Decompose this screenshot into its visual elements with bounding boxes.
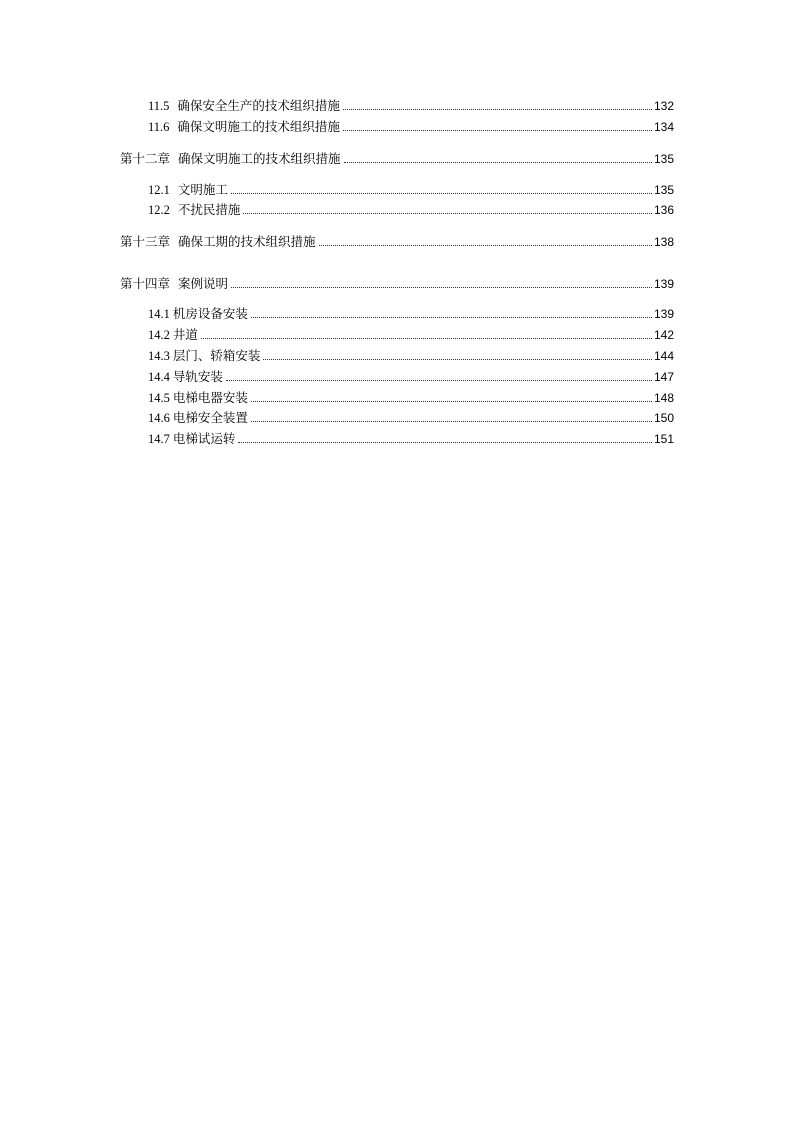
toc-entry-title: 确保安全生产的技术组织措施 <box>177 98 340 113</box>
toc-entry-page: 144 <box>653 349 674 363</box>
dot-leader <box>343 118 652 136</box>
toc-entry-14-5[interactable] <box>148 389 674 407</box>
dot-leader <box>251 409 652 427</box>
toc-entry-page: 134 <box>653 120 674 134</box>
toc-entry-title: 机房设备安装 <box>172 306 248 321</box>
dot-leader <box>263 347 652 365</box>
toc-chapter-number: 第十三章 <box>120 234 171 249</box>
toc-entry-page: 138 <box>653 235 674 249</box>
toc-entry-title: 确保文明施工的技术组织措施 <box>177 119 340 134</box>
toc-entry-14-2[interactable] <box>148 326 674 344</box>
toc-entry-number: 12.2 <box>148 203 170 217</box>
toc-entry-title: 文明施工 <box>177 182 228 197</box>
toc-entry-title: 电梯安全装置 <box>172 410 248 425</box>
toc-entry-title: 导轨安装 <box>172 369 223 384</box>
toc-entry-number: 11.6 <box>148 120 170 134</box>
toc-entry-title: 确保文明施工的技术组织措施 <box>178 151 341 166</box>
toc-entry-page: 135 <box>653 152 674 166</box>
toc-entry-page: 147 <box>653 370 674 384</box>
toc-entry-chapter-13[interactable] <box>120 233 674 251</box>
toc-entry-14-3[interactable] <box>148 347 674 365</box>
toc-entry-page: 148 <box>653 391 674 405</box>
toc-entry-14-6[interactable] <box>148 409 674 427</box>
dot-leader <box>231 181 652 199</box>
toc-entry-title: 电梯试运转 <box>172 431 236 446</box>
toc-entry-11-6[interactable] <box>148 118 674 136</box>
toc-entry-page: 136 <box>653 203 674 217</box>
dot-leader <box>201 326 652 344</box>
toc-entry-title: 井道 <box>172 327 198 342</box>
toc-entry-number: 14.7 <box>148 432 170 446</box>
toc-entry-number: 14.2 <box>148 328 170 342</box>
toc-chapter-number: 第十四章 <box>120 276 171 291</box>
toc-entry-number: 14.5 <box>148 391 170 405</box>
toc-entry-11-5[interactable] <box>148 97 674 115</box>
toc-entry-number: 14.1 <box>148 307 170 321</box>
toc-entry-page: 139 <box>653 307 674 321</box>
toc-entry-14-1[interactable] <box>148 305 674 323</box>
dot-leader <box>226 368 652 386</box>
toc-entry-number: 14.4 <box>148 370 170 384</box>
toc-entry-number: 12.1 <box>148 183 170 197</box>
toc-entry-12-1[interactable] <box>148 181 674 199</box>
dot-leader <box>243 201 652 219</box>
toc-entry-number: 14.3 <box>148 349 170 363</box>
toc-entry-page: 151 <box>653 432 674 446</box>
toc-entry-title: 电梯电器安装 <box>172 390 248 405</box>
dot-leader <box>238 430 652 448</box>
toc-entry-page: 150 <box>653 411 674 425</box>
toc-entry-title: 案例说明 <box>178 276 229 291</box>
toc-entry-title: 不扰民措施 <box>177 202 241 217</box>
dot-leader <box>251 389 652 407</box>
toc-entry-12-2[interactable] <box>148 201 674 219</box>
toc-entry-page: 132 <box>653 99 674 113</box>
toc-entry-chapter-14[interactable] <box>120 275 674 293</box>
toc-chapter-number: 第十二章 <box>120 151 171 166</box>
dot-leader <box>231 275 652 293</box>
toc-entry-14-4[interactable] <box>148 368 674 386</box>
toc-entry-number: 14.6 <box>148 411 170 425</box>
dot-leader <box>251 305 652 323</box>
dot-leader <box>343 97 652 115</box>
toc-entry-chapter-12[interactable] <box>120 150 674 168</box>
toc-entry-number: 11.5 <box>148 99 170 113</box>
toc-entry-14-7[interactable] <box>148 430 674 448</box>
toc-entry-title: 层门、轿箱安装 <box>172 348 261 363</box>
toc-entry-page: 142 <box>653 328 674 342</box>
toc-entry-page: 135 <box>653 183 674 197</box>
dot-leader <box>344 150 652 168</box>
dot-leader <box>319 233 652 251</box>
toc-entry-title: 确保工期的技术组织措施 <box>178 234 316 249</box>
toc-entry-page: 139 <box>653 277 674 291</box>
